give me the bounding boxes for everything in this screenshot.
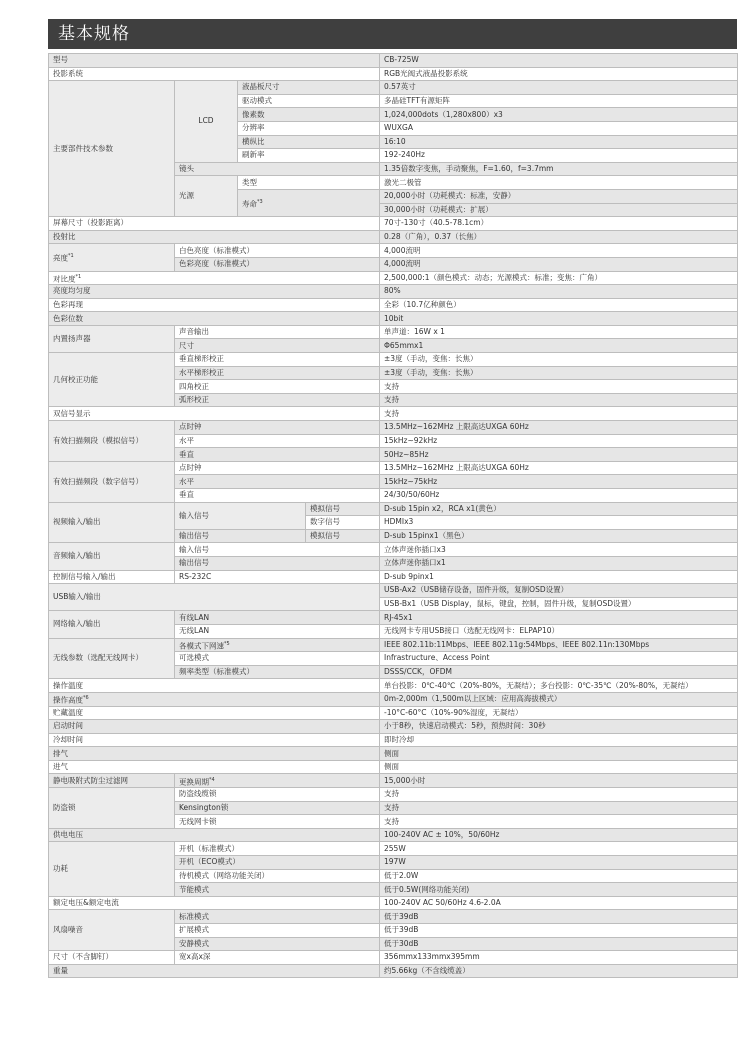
table-row: 亮度均匀度 80% [49, 285, 738, 299]
table-row: 镜头 1.35倍数字变焦，手动聚焦，F=1.60，f=3.7mm [49, 162, 738, 176]
table-row: 尺寸（不含脚钉） 宽x高x深 356mmx133mmx395mm [49, 951, 738, 965]
table-row: 额定电压&额定电流 100-240V AC 50/60Hz 4.6-2.0A [49, 896, 738, 910]
table-row: 投射比 0.28（广角），0.37（长焦） [49, 230, 738, 244]
table-row: 刷新率 192-240Hz [49, 149, 738, 163]
table-row: 对比度$^{*1}$ 2,500,000:1（颜色模式：动态；光源模式：标准；变焦：广角） [49, 271, 738, 285]
table-row: 无线参数（选配无线网卡） 各模式下网速$^{*5}$ IEEE 802.11b:11Mbps、IEEE 802.11g:54Mbps、IEEE 802.11n:130Mbps [49, 638, 738, 652]
table-row: 无线网卡锁 支持 [49, 815, 738, 829]
table-row: 分辨率 WUXGA [49, 121, 738, 135]
table-row: 网络输入/输出 有线LAN RJ-45x1 [49, 611, 738, 625]
table-row: 四角校正 支持 [49, 380, 738, 394]
table-row: 无线LAN 无线网卡专用USB接口（选配无线网卡：ELPAP10） [49, 624, 738, 638]
table-row: 投影系统 RGB光阀式液晶投影系统 [49, 67, 738, 81]
table-row: 几何校正功能 垂直梯形校正 ±3度（手动，变焦：长焦） [49, 353, 738, 367]
table-row: 型号 CB-725W [49, 54, 738, 68]
table-row: 可选模式 Infrastructure、Access Point [49, 652, 738, 666]
table-row: 寿命$^{*3}$ 20,000小时（功耗模式：标准，安静） [49, 189, 738, 203]
table-row: 冷却时间 即时冷却 [49, 733, 738, 747]
table-row: 扩展模式 低于39dB [49, 924, 738, 938]
table-row: 进气 侧面 [49, 760, 738, 774]
table-row: Kensington锁 支持 [49, 801, 738, 815]
table-row: USB输入/输出 USB-Ax2（USB储存设备，固件升级，复制OSD设置） [49, 584, 738, 598]
spec-table [48, 53, 738, 978]
table-row: 开机（ECO模式） 197W [49, 856, 738, 870]
table-row: 弧形校正 支持 [49, 393, 738, 407]
table-row: 有效扫描频段（数字信号） 点时钟 13.5MHz~162MHz 上限高达UXGA 60Hz [49, 461, 738, 475]
table-row: 启动时间 小于8秒，快速启动模式：5秒，预热时间：30秒 [49, 720, 738, 734]
table-row: 水平梯形校正 ±3度（手动，变焦：长焦） [49, 366, 738, 380]
table-row: 数字信号 HDMIx3 [49, 516, 738, 530]
table-row: USB-Bx1（USB Display，鼠标，键盘，控制，固件升级，复制OSD设置） [49, 597, 738, 611]
table-row: 内置扬声器 声音输出 单声道：16W x 1 [49, 325, 738, 339]
section-title: 基本规格 [48, 19, 737, 49]
table-row: 双信号显示 支持 [49, 407, 738, 421]
table-row: 色彩再现 全彩（10.7亿种颜色） [49, 298, 738, 312]
table-row: 防盗锁 防盗线缆锁 支持 [49, 788, 738, 802]
table-row: 待机模式（网络功能关闭） 低于2.0W [49, 869, 738, 883]
table-row: 音频输入/输出 输入信号 立体声迷你插口x3 [49, 543, 738, 557]
table-row: 尺寸 Φ65mmx1 [49, 339, 738, 353]
table-row: 输出信号 模拟信号 D-sub 15pinx1（黑色） [49, 529, 738, 543]
table-row: 色彩位数 10bit [49, 312, 738, 326]
table-row: 垂直 50Hz~85Hz [49, 448, 738, 462]
table-row: 节能模式 低于0.5W(网络功能关闭) [49, 883, 738, 897]
table-row: 排气 侧面 [49, 747, 738, 761]
table-row: 色彩亮度（标准模式） 4,000流明 [49, 257, 738, 271]
table-row: 频率类型（标准模式） DSSS/CCK，OFDM [49, 665, 738, 679]
table-row: 水平 15kHz~92kHz [49, 434, 738, 448]
table-row: 控制信号输入/输出 RS-232C D-sub 9pinx1 [49, 570, 738, 584]
table-row: 安静模式 低于30dB [49, 937, 738, 951]
table-row: 供电电压 100-240V AC ± 10%，50/60Hz [49, 828, 738, 842]
table-row: 屏幕尺寸（投影距离） 70寸-130寸（40.5-78.1cm） [49, 217, 738, 231]
table-row: 视频输入/输出 输入信号 模拟信号 D-sub 15pin x2，RCA x1(黄色） [49, 502, 738, 516]
table-row: 驱动模式 多晶硅TFT有源矩阵 [49, 94, 738, 108]
table-row: 主要部件技术参数 LCD 液晶板尺寸 0.57英寸 [49, 81, 738, 95]
table-row: 有效扫描频段（模拟信号） 点时钟 13.5MHz~162MHz 上限高达UXGA 60Hz [49, 421, 738, 435]
table-row: 水平 15kHz~75kHz [49, 475, 738, 489]
table-row: 光源 类型 激光二极管 [49, 176, 738, 190]
table-row: 垂直 24/30/50/60Hz [49, 489, 738, 503]
table-row: 贮藏温度 -10°C-60°C（10%-90%湿度，无凝结） [49, 706, 738, 720]
table-row: 横纵比 16:10 [49, 135, 738, 149]
table-row: 亮度$^{*1}$ 白色亮度（标准模式） 4,000流明 [49, 244, 738, 258]
table-row: 像素数 1,024,000dots（1,280x800）x3 [49, 108, 738, 122]
table-row: 功耗 开机（标准模式） 255W [49, 842, 738, 856]
table-row: 风扇噪音 标准模式 低于39dB [49, 910, 738, 924]
table-row: 重量 约5.66kg（不含线缆盖） [49, 964, 738, 978]
table-row: 输出信号 立体声迷你插口x1 [49, 556, 738, 570]
table-row: 30,000小时（功耗模式：扩展） [49, 203, 738, 217]
table-row: 操作温度 单台投影：0℃-40℃（20%-80%，无凝结）；多台投影：0℃-35℃（20%-80%，无凝结） [49, 679, 738, 693]
table-row: 操作高度$^{*6}$ 0m-2,000m（1,500m以上区域：应用高海拔模式） [49, 692, 738, 706]
table-row: 静电吸附式防尘过滤网 更换周期$^{*4}$ 15,000小时 [49, 774, 738, 788]
